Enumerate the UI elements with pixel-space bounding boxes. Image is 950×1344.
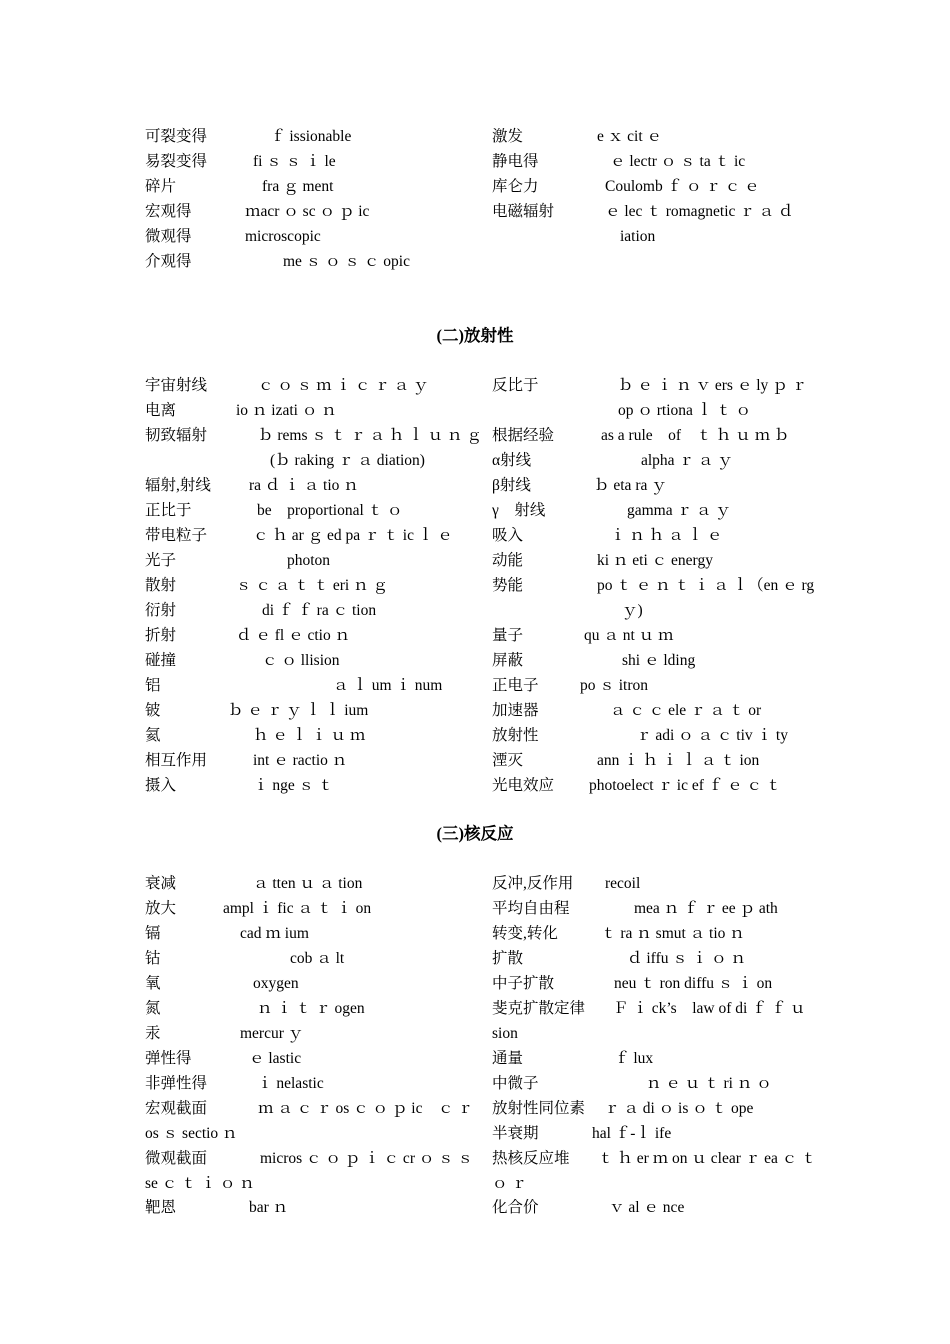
term-en-continued: iation <box>620 228 656 245</box>
term-en: ｍacr ｏ sc ｏ ｐ ic <box>245 203 370 220</box>
term-en: ｂ eta ra ｙ <box>594 477 667 494</box>
term-cn: 宏观截面 <box>145 1100 208 1117</box>
term-en: fra ｇ ment <box>262 178 334 195</box>
term-cn: 衍射 <box>145 602 177 619</box>
term-cn: 靶恩 <box>145 1199 177 1216</box>
term-cn: 正电子 <box>492 677 539 694</box>
term-en: mercur ｙ <box>240 1025 304 1042</box>
term-en-continued: op ｏ rtiona ｌ ｔ ｏ <box>618 402 752 419</box>
term-en: Ｆ ｉ ck’s law of di ｆ ｆ ｕ <box>613 1000 806 1017</box>
term-en: ｍ ａ ｃ ｒ os ｃ ｏ ｐ ic ｃ ｒ <box>258 1100 473 1117</box>
term-cn: 电离 <box>145 402 177 419</box>
term-cn: 汞 <box>145 1025 161 1042</box>
term-cn: 静电得 <box>492 153 539 170</box>
term-cn: γ 射线 <box>492 502 546 519</box>
term-en: ampl ｉ fic ａ ｔ ｉ on <box>223 900 372 917</box>
term-cn: 电磁辐射 <box>492 203 555 220</box>
term-cn: 动能 <box>492 552 524 569</box>
term-cn: 放射性同位素 <box>492 1100 586 1117</box>
term-en: ｅ lectr ｏ ｓ ta ｔ ic <box>610 153 746 170</box>
term-cn: 中微子 <box>492 1075 539 1092</box>
term-en: ｉ ｎ ｈ ａ ｌ ｅ <box>610 527 723 544</box>
term-cn: 光电效应 <box>492 777 555 794</box>
term-en: ｂ rems ｓ ｔ ｒ ａ ｈ ｌ ｕ ｎ ｇ <box>258 427 482 444</box>
term-en: ｃ ｏ llision <box>262 652 340 669</box>
term-en: ｂ ｅ ｉ ｎ ｖ ers ｅ ly ｐ ｒ <box>618 377 808 394</box>
term-en: hal ｆ-ｌ ife <box>592 1125 672 1142</box>
term-en: ｎ ｉ ｔ ｒ ogen <box>257 1000 365 1017</box>
term-cn: 氧 <box>145 975 161 992</box>
term-en: ｎ ｅ ｕ ｔ ri ｎ ｏ <box>646 1075 772 1092</box>
term-cn: 微观得 <box>145 228 192 245</box>
term-cn: 宏观得 <box>145 203 192 220</box>
term-en: ki ｎ eti ｃ energy <box>597 552 713 569</box>
term-en: gamma ｒ ａ ｙ <box>627 502 731 519</box>
term-en: ｉ nelastic <box>257 1075 324 1092</box>
term-en: qu ａ nt ｕ ｍ <box>584 627 674 644</box>
term-cn: 碰撞 <box>145 652 177 669</box>
term-cn: 散射 <box>145 577 177 594</box>
term-cn: 湮灭 <box>492 752 524 769</box>
term-cn: 中子扩散 <box>492 975 555 992</box>
term-cn: 铝 <box>145 677 161 694</box>
term-cn: 铍 <box>145 702 161 719</box>
term-en: po ｓ itron <box>580 677 649 694</box>
term-en: fi ｓ ｓ ｉ le <box>253 153 336 170</box>
term-cn: 易裂变得 <box>145 153 208 170</box>
term-cn: 光子 <box>145 552 177 569</box>
term-en: ｄ iffu ｓ ｉ ｏ ｎ <box>627 950 746 967</box>
term-en-continued: se ｃ ｔ ｉ ｏ ｎ <box>145 1175 255 1192</box>
term-en-continued: sion <box>492 1025 518 1042</box>
term-en: photon <box>287 552 331 569</box>
term-cn: 摄入 <box>145 777 177 794</box>
term-cn: 辐射,射线 <box>145 477 211 494</box>
term-cn: 非弹性得 <box>145 1075 208 1092</box>
term-en: di ｆ ｆ ra ｃ tion <box>262 602 377 619</box>
term-cn: 正比于 <box>145 502 192 519</box>
term-cn: 通量 <box>492 1050 524 1067</box>
term-cn: 半衰期 <box>492 1125 539 1142</box>
term-en-continued: ｏ ｒ <box>492 1175 527 1192</box>
term-en: e ｘ cit ｅ <box>597 128 662 145</box>
term-en: mea ｎ ｆ ｒ ee ｐ ath <box>634 900 778 917</box>
term-cn: 势能 <box>492 577 524 594</box>
term-cn: 微观截面 <box>145 1150 208 1167</box>
term-en: alpha ｒ ａ ｙ <box>641 452 733 469</box>
term-en: ａ ｌ um ｉ num <box>333 677 443 694</box>
term-en: ｈ ｅ ｌ ｉ ｕ ｍ <box>253 727 366 744</box>
term-en: int ｅ ractio ｎ <box>253 752 348 769</box>
term-cn: 加速器 <box>492 702 539 719</box>
term-en: shi ｅ lding <box>622 652 696 669</box>
term-cn: 放大 <box>145 900 177 917</box>
term-en: ann ｉ ｈ ｉ ｌ ａ ｔ ion <box>597 752 760 769</box>
term-cn: 反冲,反作用 <box>492 875 574 892</box>
term-cn: 平均自由程 <box>492 900 570 917</box>
term-en-continued: os ｓ sectio ｎ <box>145 1125 238 1142</box>
term-en-continued: (ｂ raking ｒ ａ diation) <box>270 452 425 469</box>
term-en: photoelect ｒ ic ef ｆ ｅ ｃ ｔ <box>589 777 782 794</box>
term-cn: 相互作用 <box>145 752 208 769</box>
term-en: ａ ｃ ｃ ele ｒ ａ ｔ or <box>610 702 762 719</box>
term-en: recoil <box>605 875 641 892</box>
term-cn: 镉 <box>145 925 161 942</box>
term-en-continued: ｙ) <box>622 602 643 619</box>
term-en: ｓ ｃ ａ ｔ ｔ eri ｎ ｇ <box>236 577 388 594</box>
term-cn: 介观得 <box>145 253 192 270</box>
term-cn: 可裂变得 <box>145 128 208 145</box>
term-en: ｅ lec ｔ romagnetic ｒ ａ ｄ <box>605 203 794 220</box>
term-cn: 根据经验 <box>492 427 555 444</box>
term-cn: 衰减 <box>145 875 177 892</box>
section-heading-radioactivity: (二)放射性 <box>436 326 514 345</box>
term-cn: 韧致辐射 <box>145 427 208 444</box>
term-en: ｃ ｏ ｓ ｍ ｉ ｃ ｒ ａ ｙ <box>258 377 429 394</box>
term-en: io ｎ izati ｏ ｎ <box>236 402 337 419</box>
term-en: ａ tten ｕ ａ tion <box>253 875 363 892</box>
term-en: me ｓ ｏ ｓ ｃ opic <box>283 253 410 270</box>
term-cn: 氦 <box>145 727 161 744</box>
term-cn: 放射性 <box>492 727 539 744</box>
term-cn: 弹性得 <box>145 1050 192 1067</box>
term-cn: 折射 <box>145 627 177 644</box>
term-cn: 带电粒子 <box>145 527 208 544</box>
term-en: Coulomb ｆ ｏ ｒ ｃ ｅ <box>605 178 760 195</box>
term-en: ra ｄ ｉ ａ tio ｎ <box>249 477 359 494</box>
term-en: be proportional ｔ ｏ <box>257 502 403 519</box>
term-en: ｒ ａ di ｏ is ｏ ｔ ope <box>604 1100 754 1117</box>
term-cn: 反比于 <box>492 377 539 394</box>
term-cn: 热核反应堆 <box>492 1150 570 1167</box>
term-en: ｖ al ｅ nce <box>609 1199 685 1216</box>
term-cn: 宇宙射线 <box>145 377 208 394</box>
term-en: ｔ ra ｎ smut ａ tio ｎ <box>601 925 745 942</box>
term-en: ｂ ｅ ｒ ｙ ｌ ｌ ium <box>228 702 369 719</box>
term-en: oxygen <box>253 975 299 992</box>
section-heading-nuclear-reaction: (三)核反应 <box>436 824 514 843</box>
term-cn: 激发 <box>492 128 524 145</box>
term-en: cad ｍ ium <box>240 925 309 942</box>
term-cn: 库仑力 <box>492 178 539 195</box>
term-cn: 氮 <box>145 1000 161 1017</box>
term-en: ｄ ｅ fl ｅ ctio ｎ <box>236 627 351 644</box>
term-en: micros ｃ ｏ ｐ ｉ ｃ cr ｏ ｓ ｓ <box>260 1150 474 1167</box>
term-en: neu ｔ ron diffu ｓ ｉ on <box>614 975 773 992</box>
term-en: ｔ ｈ er ｍ on ｕ clear ｒ ea ｃ ｔ <box>598 1150 817 1167</box>
term-en: bar ｎ <box>249 1199 289 1216</box>
term-cn: 转变,转化 <box>492 925 558 942</box>
term-cn: β射线 <box>492 477 531 494</box>
term-en: microscopic <box>245 228 321 245</box>
term-cn: 钴 <box>145 950 161 967</box>
term-cn: 扩散 <box>492 950 524 967</box>
term-cn: α射线 <box>492 452 532 469</box>
term-cn: 碎片 <box>145 178 177 195</box>
term-cn: 斐克扩散定律 <box>492 1000 586 1017</box>
term-en: cob ａ lt <box>290 950 345 967</box>
term-en: as a rule of ｔ ｈ ｕ ｍ ｂ <box>601 427 790 444</box>
term-cn: 量子 <box>492 627 524 644</box>
term-en: ｃ ｈ ar ｇ ed pa ｒ ｔ ic ｌ ｅ <box>253 527 453 544</box>
term-en: ｆ lux <box>614 1050 654 1067</box>
term-en: ｉ nge ｓ ｔ <box>253 777 334 794</box>
term-cn: 屏蔽 <box>492 652 524 669</box>
term-en: ｆ issionable <box>270 128 352 145</box>
term-en: ｒ adi ｏ ａ ｃ tiv ｉ ty <box>636 727 788 744</box>
term-cn: 化合价 <box>492 1199 539 1216</box>
term-cn: 吸入 <box>492 527 524 544</box>
term-en: po ｔ ｅ ｎ ｔ ｉ ａ ｌ（en ｅ rg <box>597 577 815 594</box>
term-en: ｅ lastic <box>249 1050 302 1067</box>
